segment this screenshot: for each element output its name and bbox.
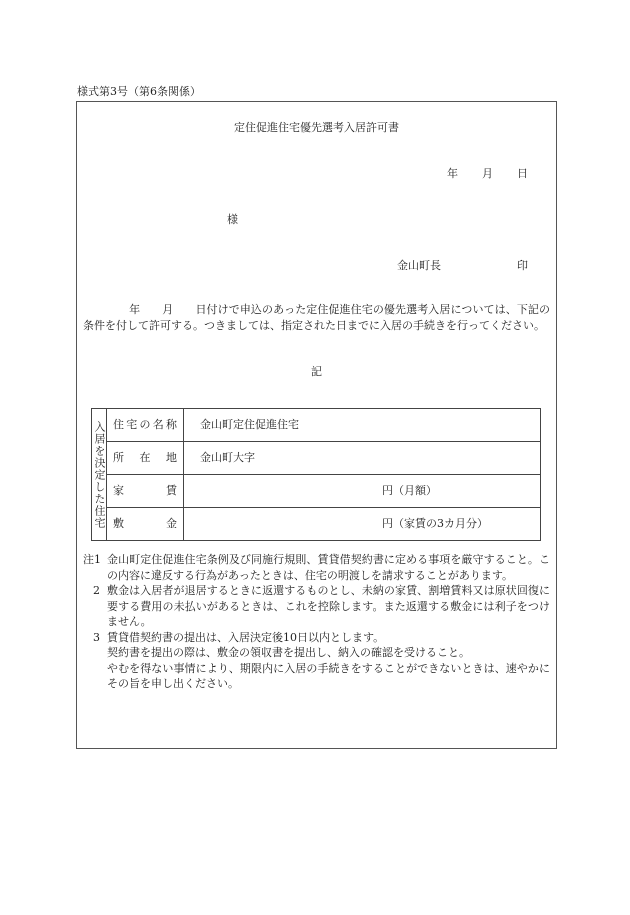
note-item	[83, 645, 550, 661]
issue-date	[447, 166, 528, 182]
row-value: 金山町定住促進住宅	[184, 409, 541, 442]
note-text: やむを得ない事情により、期限内に入居の手続きをすることができないときは、速やかにその旨を申し出ください。	[107, 661, 550, 690]
side-label: 入居を決定した住宅	[92, 409, 107, 541]
body-paragraph	[83, 302, 550, 333]
housing-info-table	[91, 408, 541, 541]
row-label: 家賃	[107, 475, 184, 508]
notes-section	[83, 552, 550, 692]
issuer-name: 金山町長	[397, 259, 441, 272]
body-rest: 日付けで申込のあった定住促進住宅の優先選考入居については、下記の条件を付して許可する。つきましては、指定された日までに入居の手続きを行ってください。	[83, 303, 551, 332]
row-label: 所在地	[107, 442, 184, 475]
note-text: 賃貸借契約書の提出は、入居決定後10日以内とします。	[107, 630, 385, 644]
date-day: 日	[517, 167, 528, 180]
table-row	[92, 475, 541, 508]
form-number: 様式第3号（第6条関係）	[77, 85, 201, 98]
note-item	[83, 661, 550, 692]
note-text: 金山町定住促進住宅条例及び同施行規則、賃貸借契約書に定める事項を厳守すること。この内容に違反する行為があったときは、住宅の明渡しを請求することがあります。	[107, 553, 550, 582]
note-text: 敷金は入居者が退居するときに返還するものとし、未納の家賃、割増賃料又は原状回復に要する費用の未払いがあるときは、これを控除します。また返還する敷金には利子をつけません。	[107, 584, 550, 628]
date-year: 年	[447, 167, 458, 180]
row-value: 円（月額）	[184, 475, 541, 508]
row-label: 住宅の名称	[107, 409, 184, 442]
row-value: 金山町大字	[184, 442, 541, 475]
note-number: 2	[93, 584, 100, 597]
table-row	[92, 442, 541, 475]
ki-heading: 記	[311, 365, 322, 378]
note-item	[83, 552, 550, 583]
date-month: 月	[482, 167, 493, 180]
row-label: 敷金	[107, 508, 184, 541]
note-number: 注1	[83, 553, 101, 566]
note-item	[83, 583, 550, 630]
table-row	[92, 409, 541, 442]
document-title: 定住促進住宅優先選考入居許可書	[234, 121, 399, 134]
addressee-suffix: 様	[227, 213, 238, 226]
issuer-seal: 印	[517, 259, 528, 272]
note-text: 契約書を提出の際は、敷金の領収書を提出し、納入の確認を受けること。	[107, 646, 470, 659]
body-year: 年	[129, 303, 141, 316]
row-value: 円（家賃の3カ月分）	[184, 508, 541, 541]
note-number: 3	[93, 630, 100, 644]
table-row	[92, 508, 541, 541]
permit-document	[76, 101, 557, 749]
note-item	[83, 630, 550, 646]
body-month: 月	[162, 303, 174, 316]
